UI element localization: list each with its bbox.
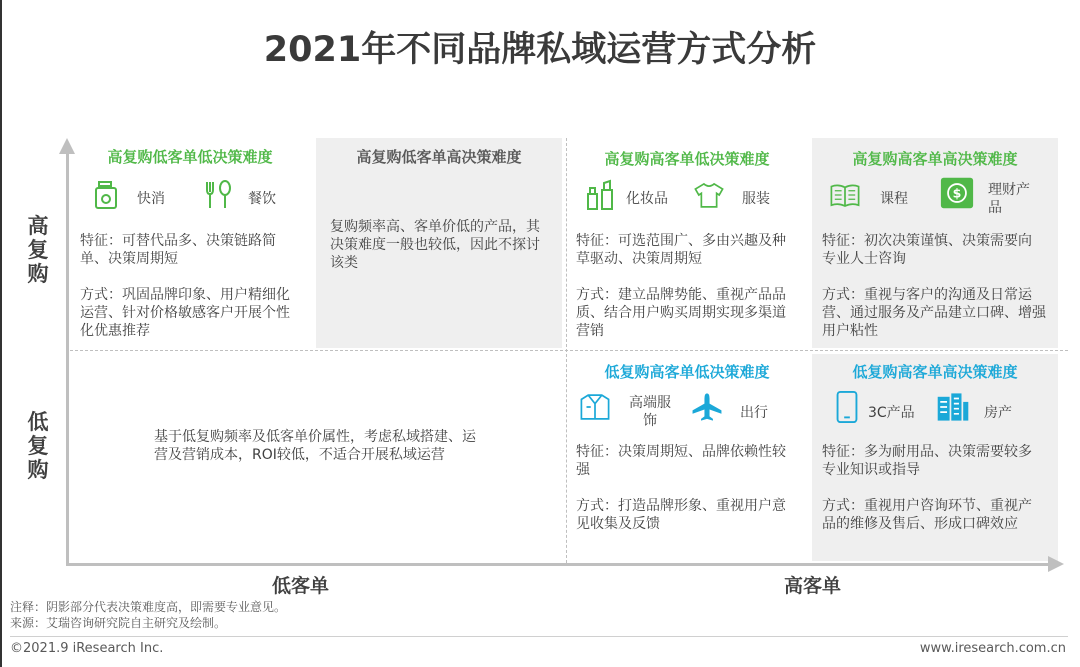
footer-divider: [10, 636, 1068, 637]
page-title: 2021年不同品牌私域运营方式分析: [263, 30, 817, 70]
note-text: 注释：阴影部分代表决策难度高，即需要专业意见。: [10, 600, 287, 614]
q4-item-1: 课程: [880, 191, 908, 207]
x-axis-arrow: [1048, 556, 1064, 572]
q6-method: 方式：打造品牌形象、重视用户意见收集及反馈: [576, 498, 786, 532]
cosmetics-icon: [584, 178, 618, 212]
q7-feature: 特征：多为耐用品、决策需要较多专业知识或指导: [822, 444, 1032, 478]
suit-icon: [578, 390, 612, 424]
x-axis: [66, 563, 1050, 566]
footer-website[interactable]: www.iresearch.com.cn: [919, 641, 1066, 656]
q1-item-2: 餐饮: [248, 191, 276, 207]
q4-feature: 特征：初次决策谨慎、决策需要向专业人士咨询: [822, 233, 1032, 267]
building-icon: [936, 390, 970, 424]
y-axis: [66, 148, 69, 564]
book-icon: [828, 178, 862, 212]
q5-desc: 基于低复购频率及低客单价属性，考虑私域搭建、运营及营销成本，ROI较低，不适合开展私域运营: [154, 429, 476, 463]
q7-item-2: 房产: [984, 405, 1012, 421]
q6-item-2: 出行: [740, 405, 768, 421]
q3-method: 方式：建立品牌势能、重视产品品质、结合用户购买周期实现多渠道营销: [576, 287, 786, 339]
y-label-high-char: 购: [27, 262, 49, 286]
fmcg-icon: [90, 178, 124, 212]
vertical-divider: [566, 138, 567, 563]
q2-desc: 复购频率高、客单价低的产品，其决策难度一般也较低，因此不探讨该类: [330, 219, 540, 271]
cutlery-icon: [202, 178, 236, 212]
q4-item-2: 理财产品: [988, 182, 1030, 216]
q7-method: 方式：重视用户咨询环节、重视产品的维修及售后、形成口碑效应: [822, 498, 1032, 532]
y-label-low: [22, 410, 54, 482]
y-label-high: [22, 214, 54, 286]
finance-icon: [940, 176, 974, 210]
y-axis-arrow: [59, 138, 75, 154]
svg-text:$: $: [952, 185, 962, 201]
source-text: 来源：艾瑞咨询研究院自主研究及绘制。: [10, 616, 227, 630]
y-label-low-char: 购: [27, 458, 49, 482]
horizontal-divider: [70, 350, 1068, 351]
smartphone-icon: [830, 390, 864, 424]
q1-feature: 特征：可替代品多、决策链路简单、决策周期短: [80, 233, 276, 267]
q7-item-1: 3C产品: [868, 405, 915, 421]
footer-copyright: ©2021.9 iResearch Inc.: [10, 641, 164, 656]
q6-feature: 特征：决策周期短、品牌依赖性较强: [576, 444, 786, 478]
y-label-low-char: 复: [27, 434, 49, 458]
q3-feature: 特征：可选范围广、多由兴趣及种草驱动、决策周期短: [576, 233, 786, 267]
q2-title: 高复购低客单高决策难度: [356, 148, 522, 166]
y-label-high-char: 高: [27, 214, 49, 238]
y-label-low-char: 低: [27, 410, 49, 434]
x-label-high: 高客单: [784, 575, 842, 597]
y-label-high-char: 复: [27, 238, 49, 262]
airplane-icon: [690, 390, 724, 424]
q1-item-1: 快消: [137, 191, 165, 207]
tshirt-icon: [692, 178, 726, 212]
q1-method: 方式：巩固品牌印象、用户精细化运营、针对价格敏感客户开展个性化优惠推荐: [80, 287, 290, 339]
q4-method: 方式：重视与客户的沟通及日常运营、通过服务及产品建立口碑、增强用户粘性: [822, 287, 1046, 339]
q3-item-1: 化妆品: [626, 191, 668, 207]
x-label-low: 低客单: [272, 575, 330, 597]
frame-left-border: [0, 0, 2, 667]
q3-title: 高复购高客单低决策难度: [604, 150, 770, 168]
q7-title: 低复购高客单高决策难度: [852, 363, 1018, 381]
q6-item-1: 高端服饰: [629, 395, 671, 429]
q1-title: 高复购低客单低决策难度: [107, 148, 273, 166]
q6-title: 低复购高客单低决策难度: [604, 363, 770, 381]
q4-title: 高复购高客单高决策难度: [852, 150, 1018, 168]
q3-item-2: 服装: [742, 191, 770, 207]
